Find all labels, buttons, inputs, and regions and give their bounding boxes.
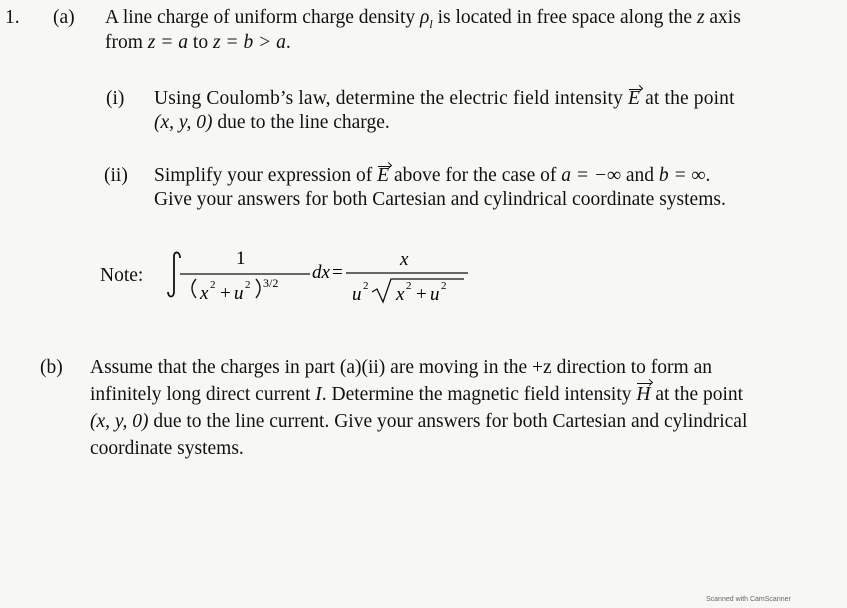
integral-sign — [168, 252, 180, 296]
svg-text:2: 2 — [441, 280, 447, 292]
question-number: 1. — [5, 7, 20, 28]
part-b-label: (b) — [40, 357, 63, 378]
left-paren-open — [192, 279, 196, 298]
part-a-label: (a) — [53, 7, 75, 28]
sub-i-line-2: (x, y, 0) due to the line charge. — [154, 112, 390, 133]
svg-text:u: u — [352, 284, 362, 305]
part-b-line-4: coordinate systems. — [90, 438, 244, 459]
svg-text:u: u — [234, 283, 244, 304]
scanner-watermark: Scanned with CamScanner — [706, 596, 791, 603]
left-paren-close — [256, 279, 260, 298]
part-b-line-3: (x, y, 0) due to the line current. Give your answers for both Cartesian and cylindrical — [90, 411, 748, 432]
part-b-paragraph — [90, 354, 842, 462]
svg-text:2: 2 — [210, 279, 216, 291]
svg-text:2: 2 — [363, 280, 369, 292]
part-b-line-1: Assume that the charges in part (a)(ii) are moving in the +z direction to form an — [90, 357, 712, 378]
left-numerator: 1 — [236, 248, 246, 269]
dx-symbol: dx — [312, 262, 330, 283]
part-b-line-2: infinitely long direct current I. Determine the magnetic field intensity H at the point — [90, 381, 842, 408]
sub-ii-line-1: Simplify your expression of E above for the case of a = −∞ and b = ∞. — [154, 165, 711, 186]
note-formula — [160, 236, 480, 316]
svg-text:2: 2 — [245, 279, 251, 291]
right-numerator: x — [400, 249, 409, 270]
part-a-line-2: from z = a to z = b > a. — [105, 32, 291, 53]
part-a-line-1: A line charge of uniform charge density $\rho_l$ is located in free space along the z axis — [105, 7, 741, 31]
equals-sign: = — [332, 262, 343, 283]
sub-ii-label: (ii) — [104, 165, 128, 186]
exponent: 3/2 — [263, 276, 279, 290]
svg-text:x: x — [200, 283, 209, 304]
svg-text:+: + — [220, 283, 231, 304]
svg-text:x: x — [396, 284, 405, 305]
svg-text:u: u — [430, 284, 440, 305]
sub-ii-line-2: Give your answers for both Cartesian and cylindrical coordinate systems. — [154, 189, 726, 210]
note-label: Note: — [100, 265, 144, 286]
sub-i-label: (i) — [106, 88, 125, 109]
sub-i-line-1: Using Coulomb’s law, determine the electric field intensity E at the point — [154, 88, 735, 109]
svg-text:2: 2 — [406, 280, 412, 292]
svg-text:+: + — [416, 284, 427, 305]
